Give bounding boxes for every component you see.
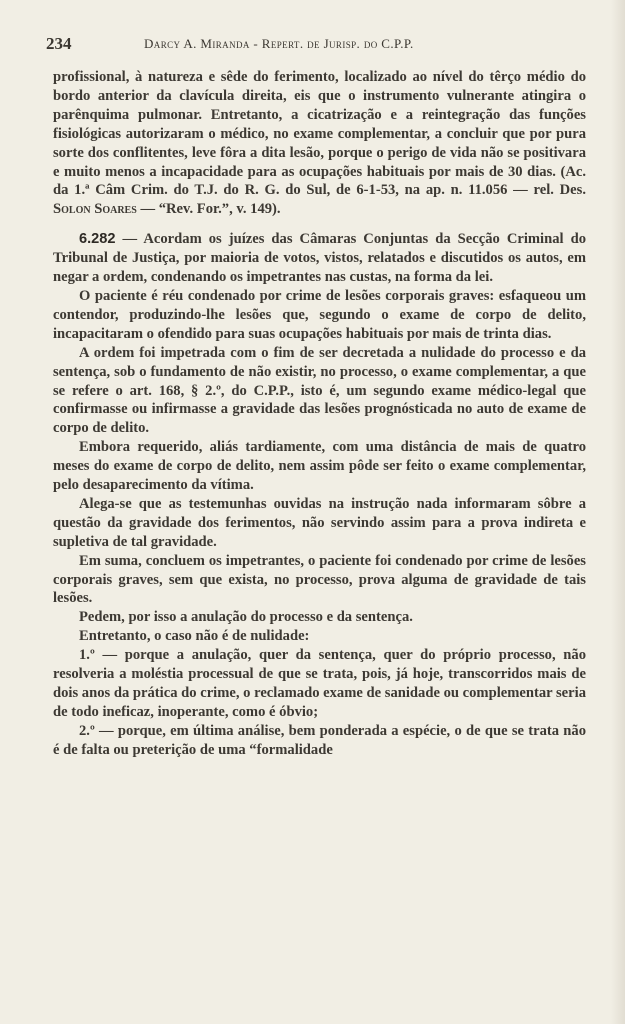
paragraph: 2.º — porque, em última análise, bem ponderada a espécie, o de que se trata não é de falta ou preterição de uma “formalidade [53, 722, 586, 758]
entry-number: 6.282 [79, 231, 116, 248]
paragraph: Entretanto, o caso não é de nulidade: [79, 628, 310, 645]
page-header [46, 34, 586, 56]
paragraph-continuation [53, 68, 586, 219]
paragraph: 1.º — porque a anulação, quer da sentença, quer do próprio processo, não resolveria a moléstia processual de que se trata, pois, já hoje, transcorridos mais de dois anos da prática do crime, o reclamado exame de sanidade ou complementar seria de todo ineficaz, inoperante, como é óbvio; [53, 647, 586, 720]
paragraph: O paciente é réu condenado por crime de lesões corporais graves: esfaqueou um contendor, produzindo-lhe lesões que, segundo o exame de corpo de delito, incapacitaram o ofendido para suas ocupações habituais por mais de trinta dias. [53, 287, 586, 342]
author-name: Solon Soares [53, 201, 137, 218]
running-head: Darcy A. Miranda - Repert. de Jurisp. do C.P.P. [144, 36, 414, 51]
paragraph-text: — Acordam os juízes das Câmaras Conjuntas da Secção Criminal do Tribunal de Justiça, por maioria de votos, vistos, relatados e discutidos os autos, em negar a ordem, condenando os impetrantes nas custas, na forma da lei. [53, 231, 586, 286]
citation-tail: — “Rev. For.”, v. 149). [136, 201, 281, 218]
paragraph-text: profissional, à natureza e sêde do ferimento, localizado ao nível do têrço médio do bordo anterior da clavícula direita, eis que o instrumento vulnerante atingira o parênquima pulmonar. Entretanto, a cicatrização e a reintegração das funções fisiológicas autorizaram o médico, no exame complementar, a concluir que por pura sorte dos conflitentes, leve fôra a dita lesão, porque o perigo de vida não se positivara e muito menos a incapacidade para as ocupações habituais por mais de 30 dias. (Ac. da 1.ª Câm Crim. do T.J. do R. G. do Sul, de 6-1-53, na ap. n. 11.056 — rel. Des. [53, 69, 586, 199]
page-number: 234 [46, 34, 72, 53]
paragraph: A ordem foi impetrada com o fim de ser decretada a nulidade do processo e da sentença, sob o fundamento de não existir, no processo, o exame complementar, a que se refere o art. 168, § 2.º, do C.P.P., isto é, um segundo exame médico-legal que confirmasse ou infirmasse a gravidade das lesões prognósticada no auto de exame de corpo de delito. [53, 344, 586, 437]
paragraph-entry [53, 230, 586, 287]
paragraph: Em suma, concluem os impetrantes, o paciente foi condenado por crime de lesões corporais graves, sem que exista, no processo, prova alguma de gravidade de tais lesões. [53, 552, 586, 607]
paragraph: Embora requerido, aliás tardiamente, com uma distância de mais de quatro meses do exame de corpo de delito, nem assim pôde ser feito o exame complementar, pelo desaparecimento da vítima. [53, 439, 586, 494]
paragraph: Alega-se que as testemunhas ouvidas na instrução nada informaram sôbre a questão da gravidade dos ferimentos, não servindo assim para a prova indireta e supletiva de tal gravidade. [53, 495, 586, 550]
body-text [53, 68, 586, 760]
page-edge-shadow [611, 0, 625, 1024]
paragraph: Pedem, por isso a anulação do processo e da sentença. [79, 609, 413, 626]
